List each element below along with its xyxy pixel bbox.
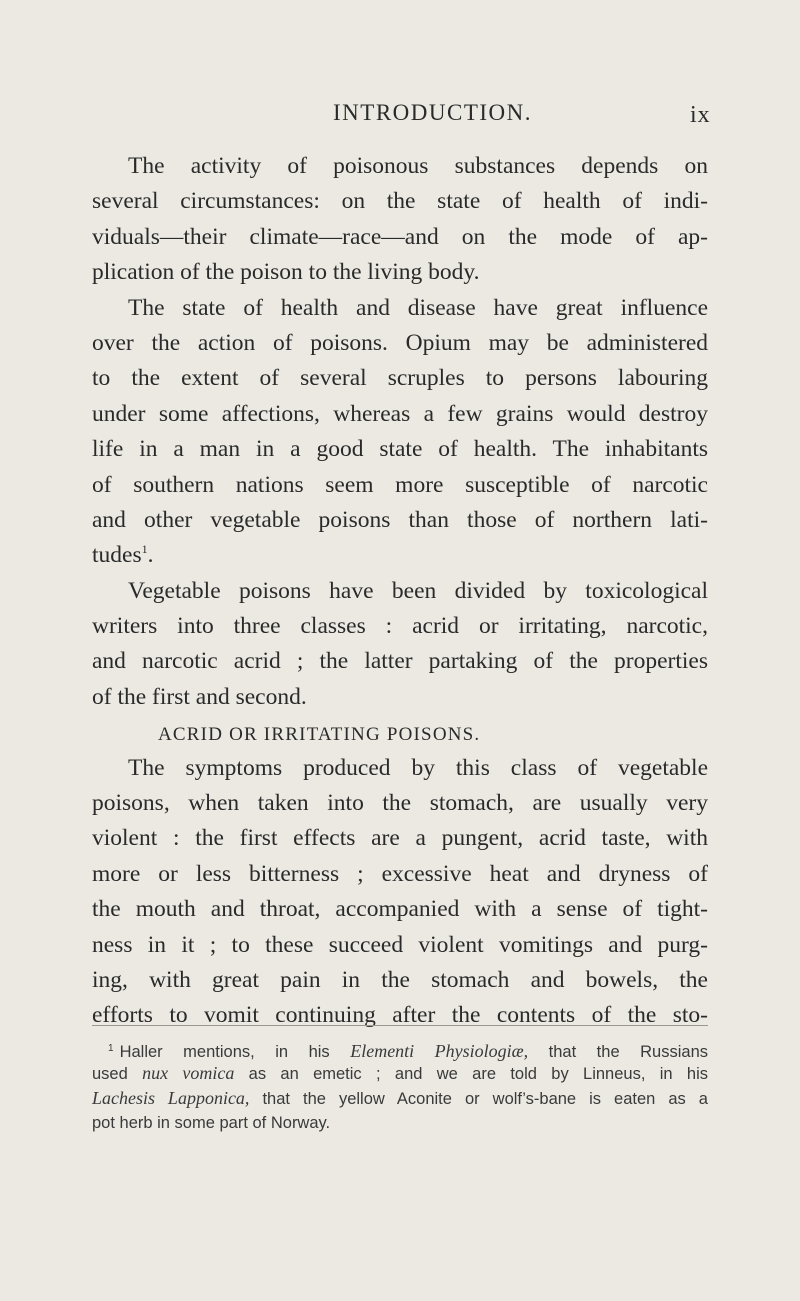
footnote-reference: 1 — [141, 542, 148, 557]
text-fragment: that the Russians — [528, 1043, 708, 1061]
text-line: efforts to vomit continuing after the contents of the sto- — [92, 1002, 708, 1029]
footnote — [92, 1036, 708, 1136]
text-line: under some affections, whereas a few grains would destroy — [92, 400, 708, 427]
text-line: plication of the poison to the living body. — [92, 259, 480, 286]
text-fragment: Haller mentions, in his — [119, 1043, 351, 1061]
footnote-line — [92, 1036, 708, 1061]
section-heading: ACRID OR IRRITATING POISONS. — [158, 724, 481, 746]
text-line: violent : the first effects are a pungent, acrid taste, with — [92, 825, 708, 852]
text-line: of the first and second. — [92, 683, 307, 710]
text-line: the mouth and throat, accompanied with a sense of tight- — [92, 896, 708, 923]
text-line: The state of health and disease have great influence — [128, 294, 708, 321]
text-fragment: that the yellow Aconite or wolf’s-bane is eaten as a — [249, 1090, 708, 1108]
text-line: of southern nations seem more susceptible of narcotic — [92, 471, 708, 498]
text-fragment: used — [92, 1065, 143, 1083]
text-line: poisons, when taken into the stomach, are usually very — [92, 790, 708, 817]
text-line-with-note — [92, 538, 708, 573]
text-line: The symptoms produced by this class of vegetable — [128, 754, 708, 781]
text-line: and narcotic acrid ; the latter partaking of the properties — [92, 648, 708, 675]
text-line: over the action of poisons. Opium may be administered — [92, 329, 708, 356]
text-fragment: tudes — [92, 542, 142, 569]
footnote-line — [92, 1086, 708, 1111]
text-fragment: . — [147, 542, 154, 569]
body-text — [92, 149, 708, 1034]
text-line: life in a man in a good state of health. The inhabitants — [92, 436, 708, 463]
text-line: viduals—their climate—race—and on the mode of ap- — [92, 223, 708, 250]
text-line: several circumstances: on the state of health of indi- — [92, 188, 708, 215]
footnote-mark: 1 — [108, 1043, 114, 1054]
footnote-line — [92, 1061, 708, 1086]
text-line: more or less bitterness ; excessive heat and dryness of — [92, 860, 708, 887]
italic-title: Lachesis Lapponica, — [92, 1088, 250, 1108]
running-title: INTRODUCTION. — [333, 100, 533, 125]
text-line: to the extent of several scruples to persons labouring — [92, 365, 708, 392]
text-line: ing, with great pain in the stomach and bowels, the — [92, 966, 708, 993]
text-line: ness in it ; to these succeed violent vomitings and purg- — [92, 931, 708, 958]
italic-term: nux vomica — [142, 1063, 235, 1083]
text-line: Vegetable poisons have been divided by toxicological — [128, 577, 708, 604]
italic-title: Elementi Physiologiæ, — [350, 1041, 529, 1061]
footnote-divider — [92, 1025, 708, 1026]
text-fragment: as an emetic ; and we are told by Linneus, in his — [234, 1065, 708, 1083]
text-line: and other vegetable poisons than those of northern lati- — [92, 506, 708, 533]
text-line: writers into three classes : acrid or irritating, narcotic, — [92, 613, 708, 640]
page-number: ix — [690, 102, 711, 128]
footnote-line: pot herb in some part of Norway. — [92, 1114, 331, 1132]
text-line: The activity of poisonous substances depends on — [128, 153, 708, 179]
